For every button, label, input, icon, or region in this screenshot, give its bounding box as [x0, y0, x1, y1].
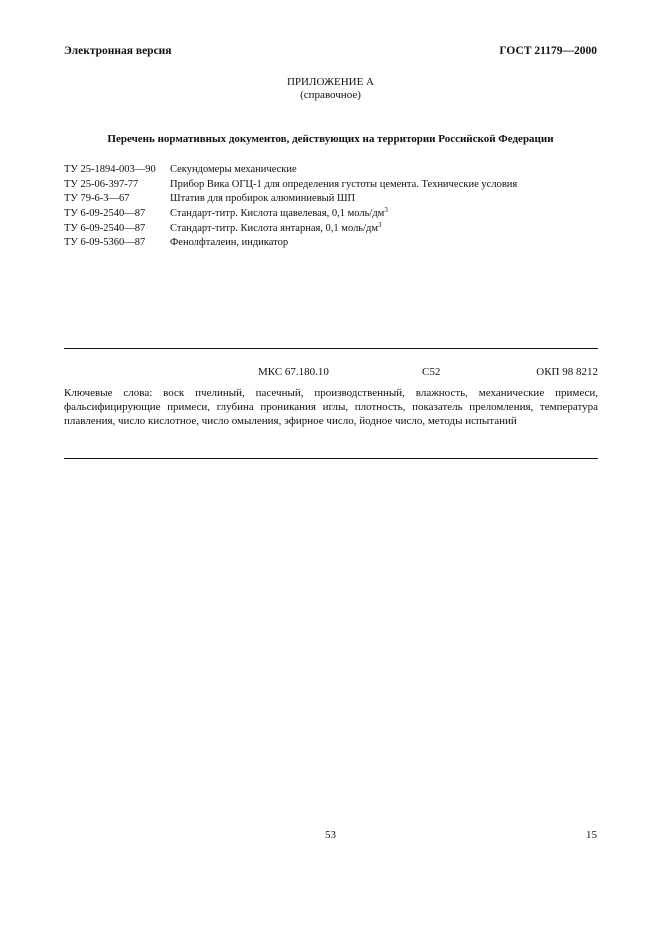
- page-number-center: 53: [325, 829, 336, 841]
- document-title: Стандарт-титр. Кислота щавелевая, 0,1 моль/$дм^3$: [170, 206, 388, 220]
- header-edition-label: Электронная версия: [64, 45, 172, 57]
- document-code: ТУ 25-1894-003—90: [64, 164, 156, 175]
- mks-code: МКС 67.180.10: [258, 366, 329, 378]
- document-code: ТУ 6-09-2540—87: [64, 208, 146, 220]
- top-divider: [64, 348, 598, 349]
- appendix-title: ПРИЛОЖЕНИЕ А: [286, 76, 374, 88]
- bottom-divider: [64, 458, 598, 459]
- document-title: Стандарт-титр. Кислота янтарная, 0,1 моль/$дм^3$: [170, 220, 382, 234]
- okp-code: ОКП 98 8212: [536, 366, 598, 378]
- page-number-right: 15: [586, 829, 597, 841]
- appendix-heading: [0, 76, 661, 102]
- list-item: [64, 222, 517, 237]
- document-title: Прибор Вика ОГЦ-1 для определения густоты цемента. Технические условия: [170, 178, 518, 190]
- unit-superscript: 3: [378, 220, 382, 229]
- list-item: [64, 163, 517, 178]
- keywords-paragraph: Ключевые слова: воск пчелиный, пасечный, производственный, влажность, механические примеси, фальсифицирующие примеси, глубина проникания иглы, плотность, показатель преломления, температура плавления, число кислотное, число омыления, эфирное число, йодное число, методы испытаний: [64, 387, 598, 428]
- list-item: [64, 207, 517, 222]
- list-item: [64, 236, 517, 251]
- c-code: C52: [422, 366, 441, 378]
- unit-superscript: 3: [384, 206, 388, 215]
- document-title: Фенолфталеин, индикатор: [170, 237, 289, 249]
- list-item: [64, 178, 517, 193]
- section-title: Перечень нормативных документов, действующих на территории Российской Федерации: [107, 133, 554, 145]
- normative-documents-list: [64, 163, 517, 251]
- document-title: Секундомеры механические: [170, 164, 297, 175]
- document-code: ТУ 6-09-2540—87: [64, 222, 146, 234]
- header-standard-number: ГОСТ 21179—2000: [499, 45, 597, 57]
- document-code: ТУ 25-06-397-77: [64, 178, 139, 190]
- appendix-subtitle: (справочное): [300, 89, 361, 101]
- document-code: ТУ 6-09-5360—87: [64, 237, 146, 249]
- document-title: Штатив для пробирок алюминиевый ШП: [170, 193, 356, 205]
- list-item: [64, 192, 517, 207]
- document-code: ТУ 79-6-3—67: [64, 193, 130, 205]
